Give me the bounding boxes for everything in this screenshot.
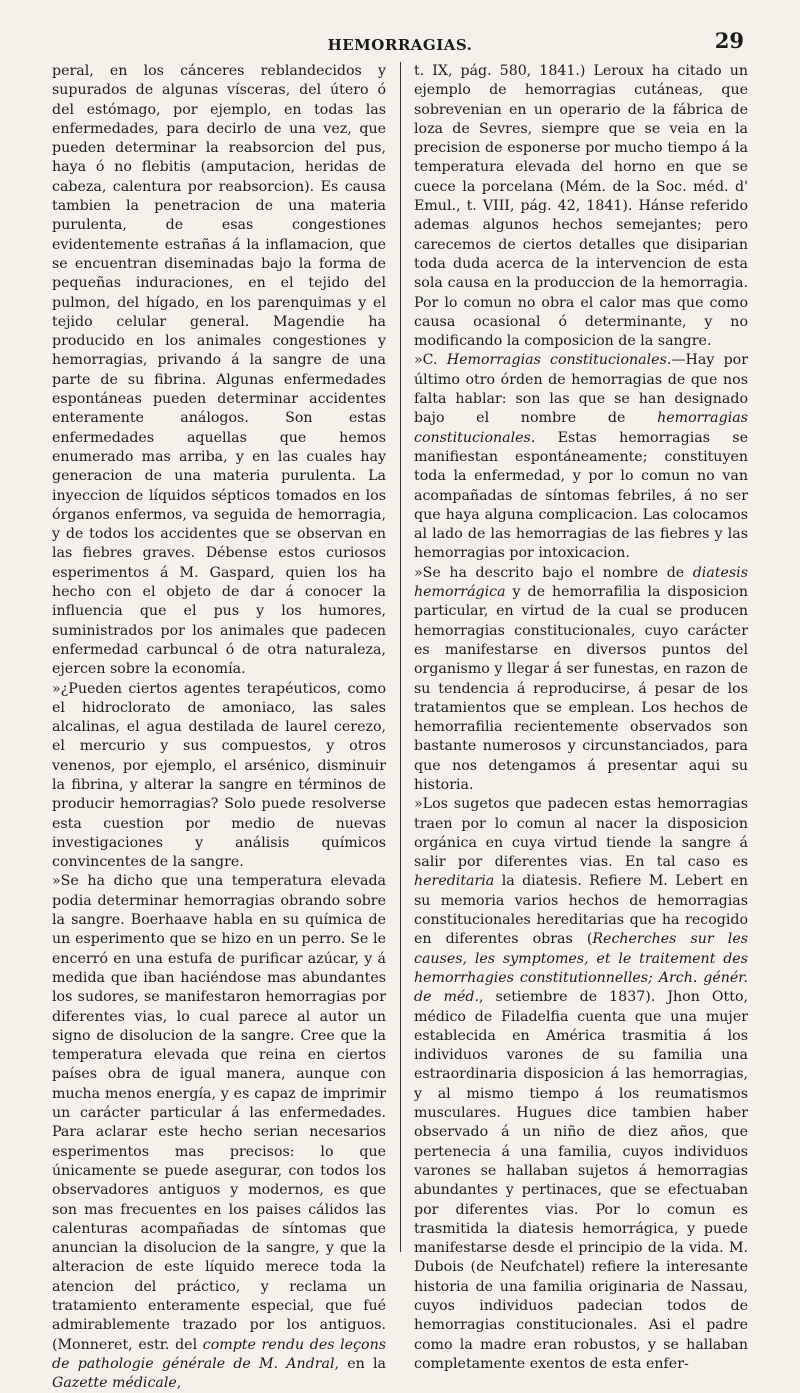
left-reference-title: compte rendu des leçons de pathologie générale de M. Andral (52, 1336, 386, 1372)
right-p2-term: hemorragias constitucionales (414, 410, 748, 446)
right-p3-text-b: y de hemorrafilia la disposicion particular, en virtud de la cual se producen hemorragias constitucionales, cuyo carácter es manifestarse en diversos puntos del organismo y llegar á ser funestas, en razon de su tendencia á reproducirse, á pesar de los tratamientos que se emplean. Los hechos de hemorrafilia recientemente observados son bastante numerosos y circunstanciados, para que nos detengamos á presentar aqui su historia. (414, 584, 748, 793)
right-paragraph-1: t. IX, pág. 580, 1841.) Leroux ha citado un ejemplo de hemorragias cutáneas, que sobrevenian en un operario de la fábrica de loza de Sevres, siempre que se veia en la precision de esponerse por mucho tiempo á la temperatura elevada del horno en que se cuece la porcelana (Mém. de la Soc. méd. d' Emul., t. VIII, pág. 42, 1841). Hánse referido ademas algunos hechos semejantes; pero carecemos de ciertos detalles que disiparian toda duda acerca de la intervencion de esta sola causa en la produccion de la hemorragia. Por lo comun no obra el calor mas que como causa ocasional ó determinante, y no modificando la composicion de la sangre. (414, 63, 748, 350)
right-p2-text-a: .—Hay por último otro órden de hemorragias de que nos falta hablar: son las que se han designado bajo el nombre de (414, 352, 748, 427)
right-paragraph-2 (414, 351, 748, 563)
left-column (52, 62, 386, 1393)
right-p2-text-b: . Estas hemorragias se manifiestan espontáneamente; constituyen toda la enfermedad, y por lo comun no van acompañadas de síntomas febriles, á no ser que haya alguna complicacion. Las colocamos al lado de las hemorragias de las fiebres y las hemorragias por intoxicacion. (414, 429, 748, 562)
page-number: 29 (714, 28, 744, 53)
section-heading: Hemorragias constitucionales (446, 352, 667, 369)
right-p4-text-c: , setiembre de 1837). Jhon Otto, médico de Filadelfia cuenta que una mujer establecida en América trasmitia á los individuos varones de su familia una estraordinaria disposicion á las hemorragias, y al mismo tiempo á los reumatismos musculares. Hugues dice tambien haber observado á un niño de diez años, que pertenecia á una familia, cuyos individuos varones se hallaban sujetos á hemorragias abundantes y pertinaces, que se efectuaban por diferentes vias. Por lo comun es trasmitida la diatesis hemorrágica, y puede manifestarse desde el principio de la vida. M. Dubois (de Neufchatel) refiere la interesante historia de una familia originaria de Nassau, cuyos individuos padecian todos de hemorragias constitucionales. Asi el padre como la madre eran robustos, y se hallaban completamente exentos de esta enfer- (414, 989, 748, 1372)
section-marker: »C. (414, 352, 447, 369)
running-title: HEMORRAGIAS. (327, 36, 473, 54)
right-p4-text-a: »Los sugetos que padecen estas hemorragias traen por lo comun al nacer la disposicion orgánica en cuya virtud tiende la sangre á salir por diferentes vias. En tal caso es (414, 796, 748, 871)
right-p4-term: hereditaria (414, 873, 495, 890)
left-body-end: , en la (334, 1355, 386, 1372)
right-p3-term: diatesis hemorrágica (414, 564, 748, 601)
left-journal-title: Gazette médicale (52, 1375, 177, 1392)
left-body: peral, en los cánceres reblandecidos y supurados de algunas vísceras, del útero ó del estómago, por ejemplo, en todas las enfermedades, para decirlo de una vez, que pueden determinar la reabsorcion del pus, haya ó no flebitis (amputacion, heridas de cabeza, calentura por reabsorcion). Es causa tambien la penetracion de una materia purulenta, de esas congestiones evidentemente estrañas á la inflamacion, que se encuentran diseminadas bajo la forma de pequeñas induraciones, en el tejido del pulmon, del hígado, en los parenquimas y el tejido celular general. Magendie ha producido en los animales congestiones y hemorragias, privando á la sangre de una parte de su fibrina. Algunas enfermedades espontáneas pueden determinar accidentes enteramente análogos. Son estas enfermedades aquellas que hemos enumerado mas arriba, y en las cuales hay generacion de una materia purulenta. La inyeccion de líquidos sépticos tomados en los órganos enfermos, va seguida de hemorragia, y de todos los accidentes que se observan en las fiebres graves. Débense estos curiosos esperimentos á M. Gaspard, quien los ha hecho con el objeto de dar á conocer la influencia que el pus y los humores, suministrados por los animales que padecen enfermedad carbuncal ó de otra naturaleza, ejercen sobre la economía. »¿Pueden ciertos agentes terapéuticos, como el hidroclorato de amoniaco, las sales alcalinas, el agua destilada de laurel cerezo, el mercurio y sus compuestos, y otros venenos, por ejemplo, el arsénico, disminuir la fibrina, y alterar la sangre en términos de producir hemorragias? Solo puede resolverse esta cuestion por medio de nuevas investigaciones y análisis químicos convincentes de la sangre. »Se ha dicho que una temperatura elevada podia determinar hemorragias obrando sobre la sangre. Boerhaave habla en su química de un esperimento que se hizo en un perro. Se le encerró en una estufa de purificar azúcar, y á medida que iban haciéndose mas abundantes los sudores, se manifestaron hemorragias por diferentes vias, lo cual parece al autor un signo de disolucion de la sangre. Cree que la temperatura elevada que reina en ciertos países obra de igual manera, aunque con mucha menos energía, y es capaz de imprimir un carácter particular á las enfermedades. Para aclarar este hecho serian necesarios esperimentos mas precisos: lo que únicamente se puede asegurar, con todos los observadores antiguos y modernos, es que son mas frecuentes en los paises cálidos las calenturas acompañadas de síntomas que anuncian la disolucion de la sangre, y que la alteracion de este líquido merece toda la atencion del práctico, y reclama un tratamiento enteramente especial, que fué admirablemente trazado por los antiguos. (Monneret, estr. del (52, 63, 386, 1353)
left-tail: , (176, 1375, 182, 1392)
right-p4-text-b: la diatesis. Refiere M. Lebert en su memoria varios hechos de hemorragias constitucionales hereditarias que ha recogido en diferentes obras ( (414, 873, 748, 948)
page-header (0, 28, 800, 56)
column-divider (400, 62, 401, 1252)
right-column (414, 62, 748, 1374)
right-p3-text-a: »Se ha descrito bajo el nombre de (414, 564, 693, 581)
right-paragraph-4 (414, 795, 748, 1374)
right-paragraph-3 (414, 564, 748, 796)
left-column-text (52, 62, 386, 1393)
right-p4-reference: Recherches sur les causes, les symptomes, et le traitement des hemorrhagies constitutionnelles; Arch. génér. de méd. (414, 931, 748, 1006)
